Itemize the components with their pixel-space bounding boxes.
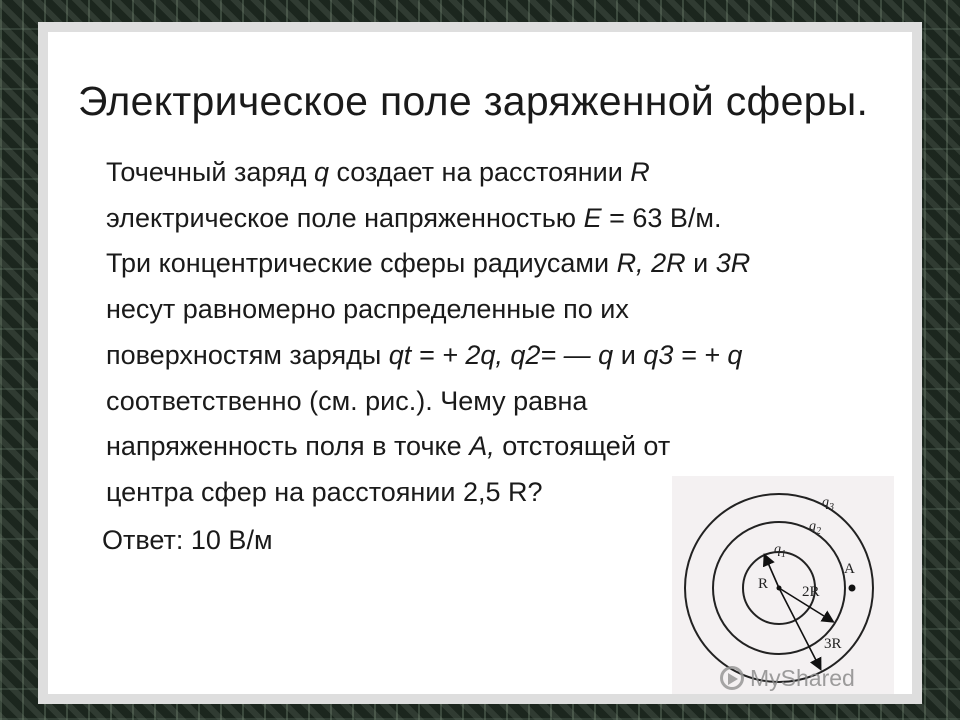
text-segment: соответственно (см. рис.). Чему равна — [106, 385, 588, 416]
text-segment: Три концентрические сферы радиусами — [106, 248, 617, 279]
slide-title: Электрическое поле заряженной сферы. — [78, 78, 869, 124]
label-R: R — [758, 576, 769, 592]
italic-segment: R, 2R — [616, 248, 686, 279]
label-q2: $q_2$ — [809, 519, 821, 537]
text-segment: и — [685, 248, 716, 279]
problem-line — [104, 196, 894, 242]
slide-content — [48, 32, 912, 694]
italic-segment: E — [583, 202, 602, 233]
problem-line — [104, 333, 894, 379]
label-q3: $q_3$ — [822, 495, 834, 513]
answer-text: Ответ: 10 В/м — [102, 525, 273, 555]
text-segment: напряженность поля в точке — [106, 431, 470, 462]
text-segment: центра сфер на расстоянии 2,5 R? — [106, 476, 543, 507]
text-segment: поверхностям заряды — [106, 339, 389, 370]
italic-segment: R — [630, 157, 650, 187]
text-segment: и — [613, 339, 644, 370]
text-segment: создает на расстоянии — [328, 157, 631, 187]
italic-segment: q3 = + q — [643, 339, 743, 370]
problem-line — [104, 287, 894, 333]
play-logo-icon — [720, 666, 744, 690]
italic-segment: A, — [469, 431, 495, 462]
label-q1: $q_1$ — [774, 542, 786, 560]
text-segment: электрическое поле напряженностью — [106, 202, 584, 233]
problem-line — [104, 424, 894, 470]
text-segment: отстоящей от — [494, 431, 671, 462]
label-2R: 2R — [802, 584, 820, 600]
problem-line — [104, 241, 894, 287]
label-3R: 3R — [824, 636, 842, 652]
italic-segment: 3R — [715, 248, 751, 279]
italic-segment: qt = + 2q, q2= — q — [388, 339, 614, 370]
label-A: A — [844, 561, 855, 577]
text-segment: Точечный заряд — [106, 157, 314, 187]
italic-segment: q — [313, 157, 329, 187]
text-segment: несут равномерно распределенные по их — [106, 294, 629, 325]
problem-line — [104, 379, 894, 425]
watermark-text: MyShared — [750, 664, 855, 691]
problem-text — [104, 150, 894, 516]
text-segment: = 63 В/м. — [601, 202, 722, 233]
watermark — [720, 660, 855, 696]
point-A — [849, 585, 856, 592]
problem-line — [104, 150, 894, 196]
slide-frame — [38, 22, 922, 704]
